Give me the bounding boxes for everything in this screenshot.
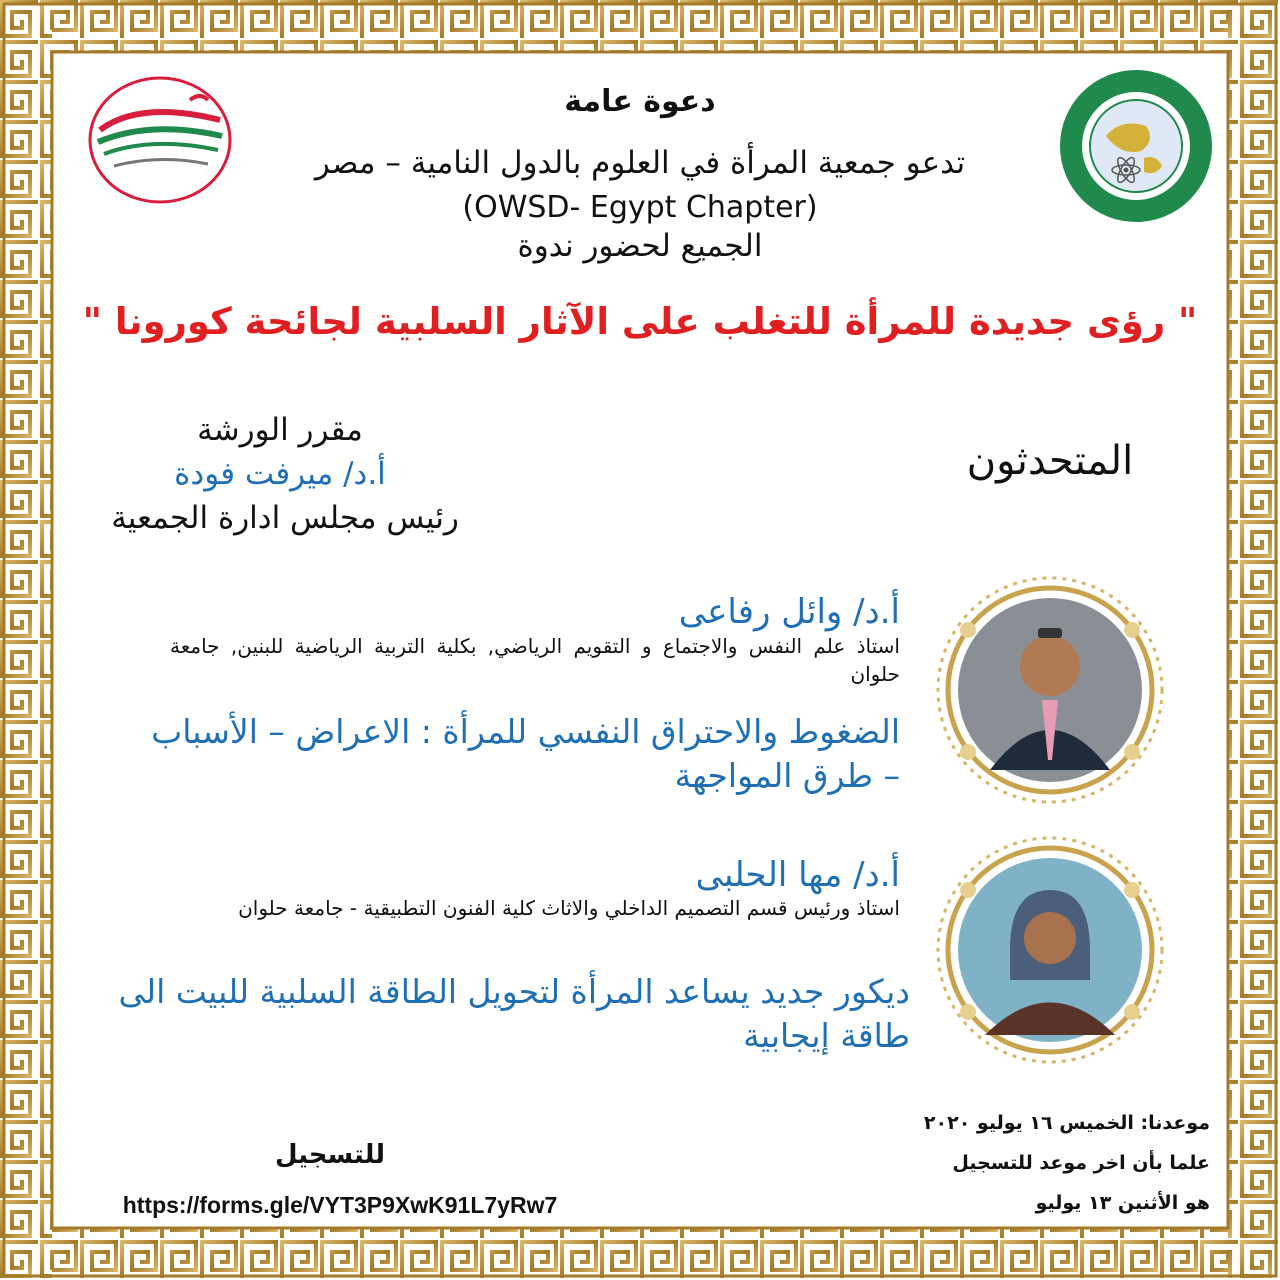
speaker-photo xyxy=(930,830,1170,1070)
speakers-heading: المتحدثون xyxy=(966,438,1134,484)
moderator-role: رئيس مجلس ادارة الجمعية xyxy=(111,500,459,536)
speaker2-role: استاذ ورئيس قسم التصميم الداخلي والاثاث كلية الفنون التطبيقية - جامعة حلوان xyxy=(238,896,900,920)
invite-line-organization: تدعو جمعية المرأة في العلوم بالدول النامية – مصر xyxy=(314,145,966,181)
speaker1-topic: الضغوط والاحتراق النفسي للمرأة : الاعراض – الأسباب – طرق المواجهة xyxy=(151,712,900,795)
speaker2-name: أ.د/ مها الحلبى xyxy=(695,855,900,895)
registration-label: للتسجيل xyxy=(274,1140,385,1170)
invitation-heading: دعوة عامة xyxy=(564,84,716,119)
event-date: موعدنا: الخميس ١٦ يوليو ٢٠٢٠ xyxy=(923,1112,1210,1134)
invite-line-chapter: (OWSD- Egypt Chapter) xyxy=(462,190,818,225)
invite-line-audience: الجميع لحضور ندوة xyxy=(517,228,763,264)
registration-deadline-date: هو الأثنين ١٣ يوليو xyxy=(1035,1192,1210,1214)
owsd-egypt-logo xyxy=(80,70,240,210)
event-title: " رؤى جديدة للمرأة للتغلب على الآثار السلبية لجائحة كورونا " xyxy=(82,300,1198,343)
speaker1-role: استاذ علم النفس والاجتماع و التقويم الرياضي, بكلية التربية الرياضية للبنين, جامعة حلوان xyxy=(170,634,900,686)
owsd-globe-logo xyxy=(1056,66,1216,226)
registration-link[interactable]: https://forms.gle/VYT3P9XwK91L7yRw7 xyxy=(122,1192,558,1218)
speaker2-topic: ديكور جديد يساعد المرأة لتحويل الطاقة السلبية للبيت الى طاقة إيجابية xyxy=(118,972,910,1055)
speaker-photo xyxy=(930,570,1170,810)
moderator-heading: مقرر الورشة xyxy=(197,412,363,448)
moderator-name: أ.د/ ميرفت فودة xyxy=(174,456,386,492)
speaker1-name: أ.د/ وائل رفاعى xyxy=(678,592,900,632)
registration-deadline-note: علما بأن اخر موعد للتسجيل xyxy=(952,1152,1210,1174)
